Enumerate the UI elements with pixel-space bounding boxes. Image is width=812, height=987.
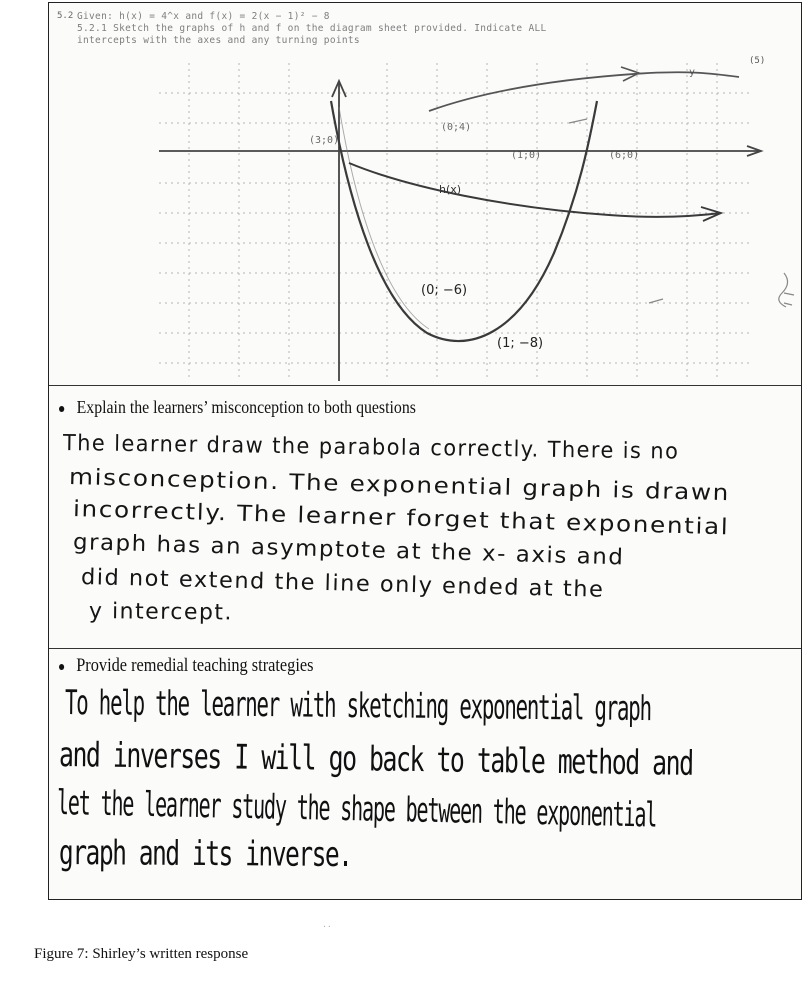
response-line: graph has an asymptote at the x- axis and xyxy=(72,530,625,571)
remedial-prompt xyxy=(59,655,314,677)
response-line: did not extend the line only ended at the xyxy=(80,565,605,603)
scanned-worksheet xyxy=(48,2,802,900)
parabola-curve xyxy=(331,101,597,341)
scan-artifact: ·· xyxy=(322,922,332,931)
exponential-curve xyxy=(349,163,721,217)
svg-text:(6;0): (6;0) xyxy=(609,150,640,161)
remedial-prompt-text: Provide remedial teaching strategies xyxy=(76,655,314,676)
misconception-prompt xyxy=(59,397,416,418)
remedial-line: let the learner study the shape between the exponential xyxy=(56,783,657,836)
remedial-line: and inverses I will go back to table method and xyxy=(58,735,693,784)
graph-section xyxy=(49,3,801,384)
printed-header-line: Given: h(x) = 4^x and f(x) = 2(x − 1)² − 8 xyxy=(77,11,330,22)
curve-label: h(x) xyxy=(439,183,462,196)
hand-sketched-graph xyxy=(49,3,801,384)
question-number: 5.2 xyxy=(57,11,74,21)
remedial-line: graph and its inverse. xyxy=(58,833,352,876)
misconception-prompt-text: Explain the learners’ misconception to both questions xyxy=(76,397,416,417)
response-line: incorrectly. The learner forget that exponential xyxy=(72,497,730,541)
response-line: misconception. The exponential graph is drawn xyxy=(68,465,731,507)
dotted-grid xyxy=(159,63,749,381)
section-divider xyxy=(49,385,801,386)
response-line: y intercept. xyxy=(88,599,234,626)
section-divider xyxy=(49,648,801,649)
svg-text:(1;0): (1;0) xyxy=(511,150,542,161)
bullet-icon xyxy=(59,664,64,670)
printed-header-line: intercepts with the axes and any turning points xyxy=(77,35,360,46)
figure-caption: Figure 7: Shirley’s written response xyxy=(34,946,249,962)
svg-text:(0;4): (0;4) xyxy=(441,122,472,133)
bullet-icon xyxy=(59,406,64,412)
remedial-line: To help the learner with sketching exponential graph xyxy=(64,683,652,730)
svg-text:(3;0): (3;0) xyxy=(309,135,340,146)
marks-label: (5) xyxy=(749,56,766,66)
point-label-a: (0; −6) xyxy=(421,283,468,298)
upper-curve xyxy=(429,72,739,111)
svg-text:y: y xyxy=(689,67,696,78)
printed-header-line: 5.2.1 Sketch the graphs of h and f on the diagram sheet provided. Indicate ALL xyxy=(77,23,547,34)
point-label-b: (1; −8) xyxy=(497,336,544,351)
response-line: The learner draw the parabola correctly. There is no xyxy=(62,431,680,465)
